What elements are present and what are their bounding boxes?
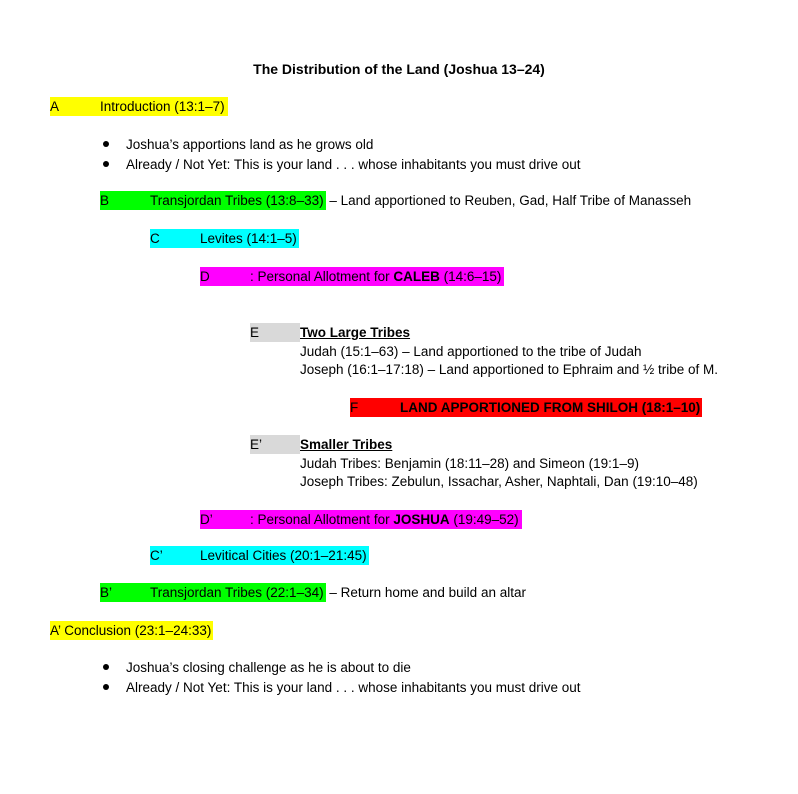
section-b-prime-letter: B’ [100,583,150,602]
bullet-icon [103,141,109,147]
bullet-text: Already / Not Yet: This is your land . . . whose inhabitants you must drive out [126,157,581,172]
section-a [50,97,228,116]
section-e-prime-line-1: Judah Tribes: Benjamin (18:11–28) and Simeon (19:1–9) [300,456,639,471]
section-d-prime-post: (19:49–52) [449,512,519,527]
section-e-prime [250,435,392,454]
section-a-letter: A [50,97,100,116]
section-e [250,323,410,342]
section-b-prime-heading: Transjordan Tribes (22:1–34) [150,585,324,600]
bullet-icon [103,664,109,670]
bullet-icon [103,684,109,690]
section-d-prime [200,510,522,529]
section-a-prime [50,621,213,640]
section-e-letter: E [250,323,300,342]
section-b-description: – Land apportioned to Reuben, Gad, Half Tribe of Manasseh [325,193,692,208]
section-d-pre: : Personal Allotment for [250,269,394,284]
document-title: The Distribution of the Land (Joshua 13–24) [253,61,545,77]
section-c [150,229,299,248]
section-c-heading: Levites (14:1–5) [200,231,297,246]
section-a-bullet-2 [103,155,581,174]
section-d-heading [250,267,504,286]
section-c-prime [150,546,369,565]
section-b-prime-description: – Return home and build an altar [325,585,526,600]
section-f-heading: LAND APPORTIONED FROM SHILOH (18:1–10) [400,400,701,415]
section-a-prime-bullet-2 [103,678,581,697]
section-d-name: CALEB [393,269,440,284]
section-e-line-2: Joseph (16:1–17:18) – Land apportioned to Ephraim and ½ tribe of M. [300,362,719,377]
section-d-prime-name: JOSHUA [393,512,450,527]
section-d-post: (14:6–15) [439,269,502,284]
section-e-prime-line-2: Joseph Tribes: Zebulun, Issachar, Asher, Naphtali, Dan (19:10–48) [300,474,698,489]
section-d-letter: D [200,267,250,286]
bullet-text: Already / Not Yet: This is your land . . . whose inhabitants you must drive out [126,680,581,695]
section-c-letter: C [150,229,200,248]
section-a-bullet-1 [103,135,373,154]
section-d-prime-letter: D’ [200,510,250,529]
section-e-prime-heading: Smaller Tribes [300,437,393,452]
section-a-heading: Introduction (13:1–7) [100,97,228,116]
section-d-prime-pre: : Personal Allotment for [250,512,394,527]
bullet-text: Joshua’s apportions land as he grows old [126,137,374,152]
section-e-line-1: Judah (15:1–63) – Land apportioned to the tribe of Judah [300,344,642,359]
section-b-prime [100,583,526,602]
section-b [100,191,691,210]
section-e-prime-letter: E’ [250,435,300,454]
section-b-heading: Transjordan Tribes (13:8–33) [150,193,324,208]
section-e-heading: Two Large Tribes [300,325,411,340]
section-f-letter: F [350,398,400,417]
section-c-prime-letter: C’ [150,546,200,565]
section-d [200,267,504,286]
bullet-text: Joshua’s closing challenge as he is about to die [126,660,411,675]
bullet-icon [103,161,109,167]
section-b-letter: B [100,191,150,210]
section-a-prime-heading: A’ Conclusion (23:1–24:33) [50,623,212,638]
section-d-prime-heading [250,510,522,529]
section-a-prime-bullet-1 [103,658,411,677]
section-c-prime-heading: Levitical Cities (20:1–21:45) [200,548,367,563]
section-f [350,398,702,417]
